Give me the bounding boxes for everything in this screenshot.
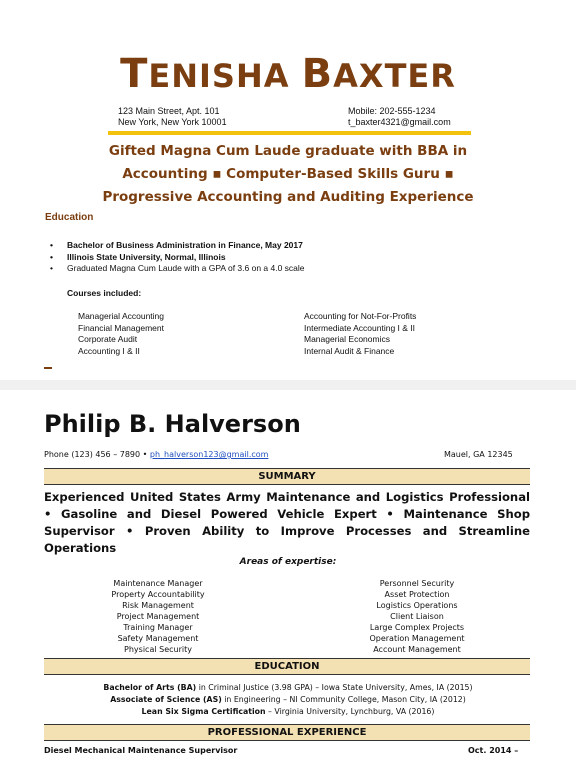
address-block: 123 Main Street, Apt. 101 New York, New York 10001 <box>118 106 227 127</box>
header-divider <box>108 131 471 135</box>
experience-heading: PROFESSIONAL EXPERIENCE <box>44 724 530 741</box>
list-item: Client Liaison <box>390 612 444 621</box>
education-list <box>0 682 576 718</box>
course-item: Accounting I & II <box>78 345 140 356</box>
course-item: Intermediate Accounting I & II <box>304 322 416 333</box>
course-item: Financial Management <box>78 322 164 333</box>
course-item: Internal Audit & Finance <box>304 345 395 356</box>
summary-heading: SUMMARY <box>44 468 530 485</box>
list-item: Training Manager <box>123 623 193 632</box>
courses-grid <box>78 311 478 357</box>
areas-list-right <box>337 578 497 655</box>
resume-page-philip <box>0 390 576 767</box>
areas-list-left <box>78 578 238 655</box>
list-item: • Bachelor of Business Administration in Finance, May 2017 <box>50 240 305 252</box>
page-separator <box>0 380 576 390</box>
list-item: Lean Six Sigma Certification – Virginia University, Lynchburg, VA (2016) <box>141 707 435 716</box>
list-item: • Graduated Magna Cum Laude with a GPA of 3.6 on a 4.0 scale <box>50 263 305 275</box>
location: Mauel, GA 12345 <box>444 450 513 459</box>
contact-line: Phone (123) 456 – 7890 • ph_halverson123@gmail.com <box>44 450 269 459</box>
job-title: Diesel Mechanical Maintenance Supervisor <box>44 746 238 755</box>
list-item: Large Complex Projects <box>369 623 465 632</box>
resume-page-tenisha <box>0 0 576 380</box>
headline-block: Gifted Magna Cum Laude graduate with BBA in Accounting ▪ Computer-Based Skills Guru ▪ Progressive Accounting and Auditing Experience <box>102 143 474 205</box>
education-heading: Education <box>45 212 94 223</box>
list-item: Operation Management <box>369 634 465 643</box>
list-item: Risk Management <box>122 601 194 610</box>
list-item: Asset Protection <box>384 590 450 599</box>
list-item: Bachelor of Arts (BA) in Criminal Justice (3.98 GPA) – Iowa State University, Ames, IA (2015) <box>103 683 473 692</box>
list-item: Safety Management <box>117 634 199 643</box>
course-item: Corporate Audit <box>78 334 138 344</box>
section-dash <box>44 367 52 369</box>
list-item: • Illinois State University, Normal, Illinois <box>50 252 305 264</box>
list-item: Maintenance Manager <box>113 579 203 588</box>
list-item: Logistics Operations <box>376 601 458 610</box>
job-date: Oct. 2014 – <box>468 746 519 755</box>
contact-block: Mobile: 202-555-1234 t_baxter4321@gmail.com <box>348 106 451 127</box>
areas-title: Areas of expertise: <box>239 557 337 567</box>
resume-name-heading: Philip B. Halverson <box>44 410 301 438</box>
courses-label: Courses included: <box>67 288 142 298</box>
education-list <box>50 240 305 275</box>
list-item: Physical Security <box>124 645 192 654</box>
education-heading: EDUCATION <box>44 658 530 675</box>
summary-text: Experienced United States Army Maintenance and Logistics Professional • Gasoline and Diesel Powered Vehicle Expert • Maintenance Shop Supervisor • Proven Ability to Improve Processes and Streamline Operations <box>44 490 530 555</box>
list-item: Personnel Security <box>379 579 455 588</box>
list-item: Property Accountability <box>111 590 205 599</box>
list-item: Project Management <box>116 612 200 621</box>
resume-name-heading: TENISHA BAXTER <box>120 51 456 97</box>
email-link[interactable]: ph_halverson123@gmail.com <box>149 450 269 459</box>
course-item: Managerial Economics <box>304 334 390 344</box>
course-item: Managerial Accounting <box>78 311 165 321</box>
list-item: Account Management <box>373 645 461 654</box>
list-item: Associate of Science (AS) in Engineering – NI Community College, Mason City, IA (2012) <box>110 695 466 704</box>
course-item: Accounting for Not-For-Profits <box>304 311 417 321</box>
